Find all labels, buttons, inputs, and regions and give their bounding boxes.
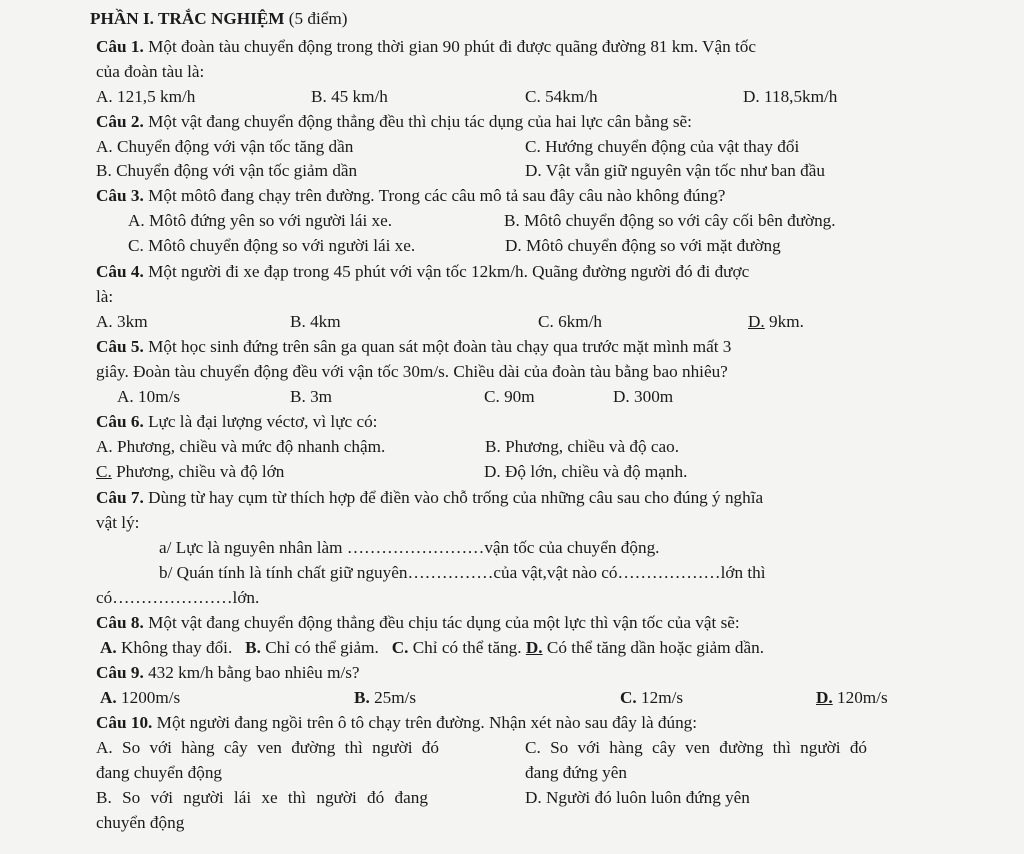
question-8: Câu 8. Một vật đang chuyển động thẳng đều chịu tác dụng của một lực thì vận tốc của vật sẽ: — [96, 613, 740, 632]
question-2: Câu 2. Một vật đang chuyển động thẳng đều thì chịu tác dụng của hai lực cân bằng sẽ: — [96, 112, 692, 131]
option-5a: A. 10m/s — [117, 387, 181, 406]
option-6b: B. Phương, chiều và độ cao. — [485, 437, 680, 456]
option-4b: B. 4km — [290, 312, 341, 331]
option-9b: B. 25m/s — [354, 688, 417, 707]
option-1a: A. 121,5 km/h — [96, 87, 196, 106]
option-1b: B. 45 km/h — [311, 87, 388, 106]
section-title: PHẦN I. TRẮC NGHIỆM — [90, 9, 285, 28]
option-2b: B. Chuyển động với vận tốc giảm dần — [96, 161, 358, 180]
option-2c: C. Hướng chuyển động của vật thay đổi — [525, 137, 800, 156]
option-10a: A. So với hàng cây ven đường thì người đó — [96, 738, 439, 757]
option-6d: D. Độ lớn, chiều và độ mạnh. — [484, 462, 688, 481]
fill-blank: …………… — [407, 563, 494, 582]
option-5d: D. 300m — [613, 387, 674, 406]
fill-item-b: b/ Quán tính là tính chất giữ nguyên……………của vật,vật nào có………………lớn thì — [159, 563, 766, 582]
option-10c: C. So với hàng cây ven đường thì người đó — [525, 738, 868, 757]
option-9a: A. 1200m/s — [100, 688, 181, 707]
option-6a: A. Phương, chiều và mức độ nhanh chậm. — [96, 437, 386, 456]
question-5-line-1: Câu 5. Một học sinh đứng trên sân ga quan sát một đoàn tàu chạy qua trước mặt mình mất 3 — [96, 337, 732, 356]
question-10: Câu 10. Một người đang ngồi trên ô tô chạy trên đường. Nhận xét nào sau đây là đúng: — [96, 713, 698, 732]
fill-blank: ……………… — [617, 563, 721, 582]
option-1c: C. 54km/h — [525, 87, 598, 106]
option-3d: D. Môtô chuyển động so với mặt đường — [505, 236, 781, 255]
option-3a: A. Môtô đứng yên so với người lái xe. — [128, 211, 393, 230]
option-3c: C. Môtô chuyển động so với người lái xe. — [128, 236, 416, 255]
question-6: Câu 6. Lực là đại lượng véctơ, vì lực có: — [96, 412, 378, 431]
option-5c: C. 90m — [484, 387, 535, 406]
option-9c: C. 12m/s — [620, 688, 684, 707]
fill-blank: ………………… — [112, 588, 233, 607]
option-10a-cont: đang chuyển động — [96, 763, 223, 782]
question-3: Câu 3. Một môtô đang chạy trên đường. Trong các câu mô tả sau đây câu nào không đúng? — [96, 186, 726, 205]
question-5-line-2: giây. Đoàn tàu chuyển động đều với vận tốc 30m/s. Chiều dài của đoàn tàu bằng bao nhiêu? — [96, 362, 728, 381]
option-10c-cont: đang đứng yên — [525, 763, 627, 782]
fill-item-b-cont: có…………………lớn. — [96, 588, 260, 607]
option-2a: A. Chuyển động với vận tốc tăng dần — [96, 137, 354, 156]
option-9d: D. 120m/s — [816, 688, 888, 707]
option-4d: D. 9km. — [748, 312, 804, 331]
option-4a: A. 3km — [96, 312, 148, 331]
question-4-line-1: Câu 4. Một người đi xe đạp trong 45 phút với vận tốc 12km/h. Quãng đường người đó đi được — [96, 262, 750, 281]
section-points: (5 điểm) — [288, 9, 348, 28]
option-10b-cont: chuyển động — [96, 813, 185, 832]
fill-blank: …………………… — [346, 538, 485, 557]
question-1-line-2: của đoàn tàu là: — [96, 62, 205, 81]
question-7-line-1: Câu 7. Dùng từ hay cụm từ thích hợp để điền vào chỗ trống của những câu sau cho đúng ý nghĩa — [96, 488, 764, 507]
question-4-line-2: là: — [96, 287, 114, 306]
option-10d: D. Người đó luôn luôn đứng yên — [525, 788, 750, 807]
option-1d: D. 118,5km/h — [743, 87, 838, 106]
fill-item-a: a/ Lực là nguyên nhân làm ……………………vận tốc của chuyển động. — [159, 538, 660, 557]
option-2d: D. Vật vẫn giữ nguyên vận tốc như ban đầu — [525, 161, 825, 180]
section-heading — [90, 8, 348, 30]
question-9: Câu 9. 432 km/h bằng bao nhiêu m/s? — [96, 663, 360, 682]
question-text: Một đoàn tàu chuyển động trong thời gian 90 phút đi được quãng đường 81 km. Vận tốc — [143, 37, 756, 56]
option-8-row: A. Không thay đổi. B. Chỉ có thể giảm. C. Chỉ có thể tăng. D. Có thể tăng dần hoặc giảm dần. — [100, 638, 765, 657]
option-10b: B. So với người lái xe thì người đó đang — [96, 788, 428, 807]
option-4c: C. 6km/h — [538, 312, 602, 331]
question-label: Câu 1. — [96, 37, 144, 56]
option-6c: C. Phương, chiều và độ lớn — [96, 462, 285, 481]
option-3b: B. Môtô chuyển động so với cây cối bên đường. — [504, 211, 836, 230]
question-1-line-1 — [96, 36, 756, 58]
question-7-line-2: vật lý: — [96, 513, 140, 532]
option-5b: B. 3m — [290, 387, 333, 406]
